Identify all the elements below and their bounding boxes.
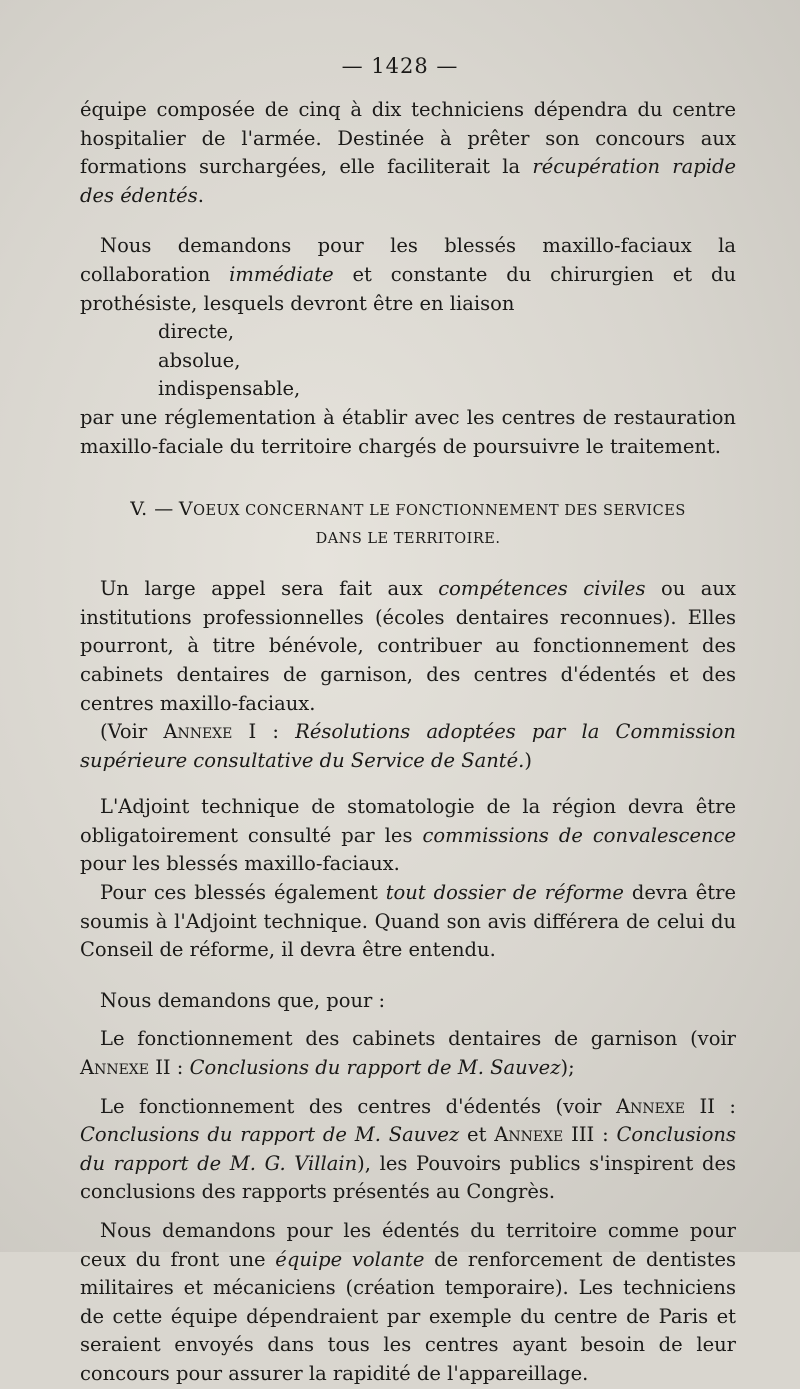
text: Nous demandons pour les édentés du territoire comme pour ceux du front une <box>80 1219 736 1271</box>
text: Un large appel sera fait aux <box>100 577 439 601</box>
text: Le fonctionnement des centres d'édentés (voir <box>100 1094 616 1118</box>
section-initial: V <box>178 498 194 521</box>
text: (Voir <box>100 720 164 744</box>
text: équipe composée de cinq à dix techniciens dépendra du centre hospitalier de l'armée. Destinée à prêter son concours aux formations surchargées, elle faciliterait la <box>80 98 736 179</box>
page-body <box>80 96 736 1389</box>
text: II : <box>684 1094 737 1118</box>
paragraph-5 <box>80 793 736 879</box>
text: I : <box>232 720 296 744</box>
section-number: V. — <box>130 498 174 521</box>
paragraph-1 <box>80 96 736 210</box>
paragraph-8 <box>80 1025 736 1082</box>
text: et <box>459 1123 495 1147</box>
annexe-label: Annexe <box>494 1123 564 1147</box>
emphasis: commissions de convalescence <box>422 823 737 847</box>
list-item: absolue, <box>158 348 241 372</box>
text: L'Adjoint technique de stomatologie de la région devra être obligatoirement consulté par les <box>80 795 736 847</box>
text: III : <box>563 1123 617 1147</box>
paragraph-2-end: par une réglementation à établir avec les centres de restauration maxillo-faciale du territoire chargés de poursuivre le traitement. <box>80 405 736 458</box>
section-heading-line-1 <box>80 495 736 525</box>
text: . <box>197 183 204 207</box>
section-heading <box>80 495 736 553</box>
emphasis: équipe volante <box>275 1247 425 1271</box>
paragraph-6 <box>80 879 736 965</box>
section-heading-line-2: DANS LE TERRITOIRE. <box>315 531 501 548</box>
text: Le fonctionnement des cabinets dentaires de garnison (voir <box>100 1027 736 1051</box>
text: de renforcement de dentistes militaires et mécaniciens (création temporaire). Les techniciens de cette équipe dépendraient par exemple du centre de Paris et seraient envoyés dans tous les centres ayant besoin de leur concours pour assurer la rapidité de l'appareillage. <box>80 1247 736 1385</box>
text: ), les Pouvoirs publics s'inspirent des conclusions des rapports présentés au Congrès. <box>80 1151 736 1204</box>
paragraph-4 <box>80 718 736 775</box>
text: II : <box>149 1056 190 1080</box>
list-item: directe, <box>158 320 235 344</box>
emphasis: compétences civiles <box>438 577 646 601</box>
text: devra être soumis à l'Adjoint technique. Quand son avis différera de celui du Conseil de réforme, il devra être entendu. <box>80 881 736 962</box>
section-title: OEUX CONCERNANT LE FONCTIONNEMENT DES SERVICES <box>193 503 686 520</box>
text: ) <box>524 748 532 772</box>
annexe-label: Annexe <box>615 1094 685 1118</box>
text: Nous demandons pour les blessés maxillo-faciaux la collaboration <box>80 234 736 286</box>
emphasis: tout dossier de réforme <box>385 881 624 905</box>
paragraph-2 <box>80 232 736 318</box>
list-item: indispensable, <box>158 377 301 401</box>
emphasis: immédiate <box>229 262 334 286</box>
text: ou aux institutions professionnelles (écoles dentaires reconnues). Elles pourront, à titre bénévole, contribuer au fonctionnement des cabinets dentaires de garnison, des centres d'édentés et des centres maxillo-faciaux. <box>80 577 736 715</box>
paragraph-9 <box>80 1093 736 1207</box>
emphasis: récupération rapide des édentés <box>80 155 736 207</box>
text: pour les blessés maxillo-faciaux. <box>80 852 400 876</box>
emphasis: Résolutions adoptées par la Commission supérieure consultative du Service de Santé. <box>80 720 736 772</box>
text: ); <box>560 1056 575 1080</box>
annexe-label: Annexe <box>80 1056 149 1080</box>
text: et constante du chirurgien et du prothésiste, lesquels devront être en liaison <box>80 262 737 315</box>
emphasis: Conclusions du rapport de M. G. Villain <box>80 1123 737 1175</box>
paragraph-10 <box>80 1217 736 1389</box>
emphasis: Conclusions du rapport de M. Sauvez <box>189 1056 561 1080</box>
annexe-label: Annexe <box>163 720 233 744</box>
paragraph-7: Nous demandons que, pour : <box>100 988 386 1012</box>
text: Pour ces blessés également <box>100 881 386 905</box>
page-number: — 1428 — <box>341 54 459 78</box>
paragraph-3 <box>80 575 736 718</box>
emphasis: Conclusions du rapport de M. Sauvez <box>80 1123 460 1147</box>
